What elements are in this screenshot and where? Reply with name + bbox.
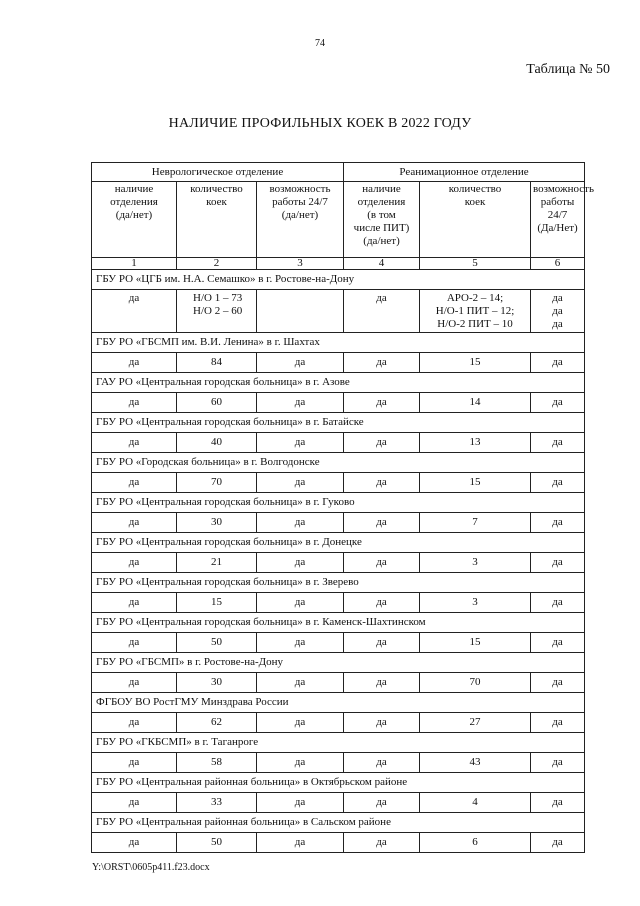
- table-cell: да: [531, 553, 585, 573]
- org-row: [92, 533, 585, 553]
- table-row: [92, 290, 585, 333]
- table-cell: да: [92, 393, 177, 413]
- table-cell: 30: [177, 513, 257, 533]
- table-cell: да: [92, 290, 177, 333]
- table-cell: 70: [177, 473, 257, 493]
- group-header-resuscitation: Реанимационное отделение: [344, 163, 585, 182]
- table-cell: да: [531, 833, 585, 853]
- table-cell: да: [344, 473, 420, 493]
- table-cell: 58: [177, 753, 257, 773]
- table-cell: 50: [177, 833, 257, 853]
- table-cell: да: [92, 753, 177, 773]
- table-row: [92, 833, 585, 853]
- group-header-neurology: Неврологическое отделение: [92, 163, 344, 182]
- org-name: ГБУ РО «Центральная городская больница» в г. Зверево: [92, 573, 585, 593]
- column-number: 4: [344, 258, 420, 270]
- org-row: [92, 773, 585, 793]
- table-cell: да: [531, 793, 585, 813]
- org-name: ГБУ РО «Центральная районная больница» в Сальском районе: [92, 813, 585, 833]
- table-cell: да: [531, 433, 585, 453]
- column-header: возможность работы 24/7 (да/нет): [257, 182, 344, 258]
- table-cell: 15: [420, 633, 531, 653]
- table-cell: да: [257, 633, 344, 653]
- org-row: [92, 373, 585, 393]
- table-cell: да: [344, 553, 420, 573]
- column-number: 3: [257, 258, 344, 270]
- table-cell: да: [257, 753, 344, 773]
- table-cell: да: [92, 553, 177, 573]
- table-cell: да: [92, 593, 177, 613]
- column-header: возможность работы 24/7 (Да/Нет): [531, 182, 585, 258]
- table-cell: 13: [420, 433, 531, 453]
- table-caption: Таблица № 50: [526, 62, 610, 77]
- table-cell: да: [531, 753, 585, 773]
- table-cell: да: [344, 673, 420, 693]
- table-cell: да: [344, 753, 420, 773]
- table-cell: 70: [420, 673, 531, 693]
- column-number: 5: [420, 258, 531, 270]
- table-cell: да: [531, 673, 585, 693]
- table-cell: да: [92, 433, 177, 453]
- table-cell: да: [257, 593, 344, 613]
- table-cell: да: [344, 353, 420, 373]
- table-cell: да да да: [531, 290, 585, 333]
- table-cell: да: [344, 513, 420, 533]
- table-cell: да: [92, 353, 177, 373]
- table-cell: да: [92, 833, 177, 853]
- table-cell: 3: [420, 593, 531, 613]
- table-cell: да: [344, 433, 420, 453]
- org-row: [92, 613, 585, 633]
- table-cell: да: [531, 633, 585, 653]
- org-row: [92, 413, 585, 433]
- table-cell: да: [531, 393, 585, 413]
- table-cell: да: [344, 633, 420, 653]
- table-cell: да: [257, 713, 344, 733]
- org-row: [92, 733, 585, 753]
- table-cell: 15: [420, 473, 531, 493]
- column-header: количество коек: [177, 182, 257, 258]
- org-name: ГБУ РО «ГБСМП им. В.И. Ленина» в г. Шахтах: [92, 333, 585, 353]
- table-cell: да: [257, 393, 344, 413]
- org-name: ГАУ РО «Центральная городская больница» в г. Азове: [92, 373, 585, 393]
- org-row: [92, 653, 585, 673]
- org-row: [92, 453, 585, 473]
- column-header: наличие отделения (да/нет): [92, 182, 177, 258]
- table-row: [92, 353, 585, 373]
- column-header: наличие отделения (в том числе ПИТ) (да/нет): [344, 182, 420, 258]
- table-cell: 21: [177, 553, 257, 573]
- table-cell: 43: [420, 753, 531, 773]
- table-cell: 7: [420, 513, 531, 533]
- org-name: ГБУ РО «Центральная городская больница» в г. Каменск-Шахтинском: [92, 613, 585, 633]
- table-cell: да: [257, 793, 344, 813]
- table-cell: 84: [177, 353, 257, 373]
- table-cell: 60: [177, 393, 257, 413]
- document-title: НАЛИЧИЕ ПРОФИЛЬНЫХ КОЕК В 2022 ГОДУ: [168, 116, 472, 131]
- table-cell: да: [531, 593, 585, 613]
- org-row: [92, 333, 585, 353]
- table-cell: 14: [420, 393, 531, 413]
- table-cell: да: [344, 833, 420, 853]
- table-cell: да: [531, 513, 585, 533]
- table-cell: Н/О 1 – 73 Н/О 2 – 60: [177, 290, 257, 333]
- table-row: [92, 433, 585, 453]
- org-row: [92, 693, 585, 713]
- table-cell: 40: [177, 433, 257, 453]
- table-cell: 27: [420, 713, 531, 733]
- column-number: 2: [177, 258, 257, 270]
- table-cell: 50: [177, 633, 257, 653]
- table-cell: да: [257, 473, 344, 493]
- table-cell: да: [257, 833, 344, 853]
- table-row: [92, 553, 585, 573]
- beds-table: [91, 162, 594, 853]
- table-row: [92, 473, 585, 493]
- table-cell: [257, 290, 344, 333]
- column-number-row: [92, 258, 585, 270]
- table-cell: 30: [177, 673, 257, 693]
- table-cell: да: [344, 593, 420, 613]
- org-row: [92, 573, 585, 593]
- table-cell: да: [344, 713, 420, 733]
- table-cell: 3: [420, 553, 531, 573]
- table-row: [92, 713, 585, 733]
- org-name: ГБУ РО «ГКБСМП» в г. Таганроге: [92, 733, 585, 753]
- column-number: 6: [531, 258, 585, 270]
- table-cell: да: [531, 713, 585, 733]
- table-cell: 15: [420, 353, 531, 373]
- table-cell: да: [92, 673, 177, 693]
- table-row: [92, 513, 585, 533]
- column-number: 1: [92, 258, 177, 270]
- table-cell: 33: [177, 793, 257, 813]
- org-row: [92, 813, 585, 833]
- table-cell: да: [344, 393, 420, 413]
- table-cell: да: [92, 713, 177, 733]
- org-name: ГБУ РО «Центральная городская больница» в г. Батайске: [92, 413, 585, 433]
- table-row: [92, 593, 585, 613]
- org-name: ГБУ РО «Центральная районная больница» в Октябрьском районе: [92, 773, 585, 793]
- table-cell: да: [92, 513, 177, 533]
- org-name: ГБУ РО «Городская больница» в г. Волгодонске: [92, 453, 585, 473]
- table-cell: да: [257, 673, 344, 693]
- org-row: [92, 493, 585, 513]
- table-cell: 15: [177, 593, 257, 613]
- table-cell: да: [92, 473, 177, 493]
- table-cell: АРО-2 – 14; Н/О-1 ПИТ – 12; Н/О-2 ПИТ – 10: [420, 290, 531, 333]
- org-name: ГБУ РО «ГБСМП» в г. Ростове-на-Дону: [92, 653, 585, 673]
- table-cell: да: [531, 353, 585, 373]
- table-row: [92, 793, 585, 813]
- table-cell: 6: [420, 833, 531, 853]
- table-cell: 62: [177, 713, 257, 733]
- group-header-row: [92, 163, 585, 182]
- table-cell: да: [257, 353, 344, 373]
- table-cell: да: [92, 633, 177, 653]
- org-name: ФГБОУ ВО РостГМУ Минздрава России: [92, 693, 585, 713]
- table-cell: да: [92, 793, 177, 813]
- page-number: 74: [315, 38, 325, 49]
- table-cell: да: [257, 553, 344, 573]
- table-cell: да: [257, 433, 344, 453]
- table-cell: да: [257, 513, 344, 533]
- table-row: [92, 633, 585, 653]
- table-cell: да: [344, 290, 420, 333]
- org-name: ГБУ РО «Центральная городская больница» в г. Донецке: [92, 533, 585, 553]
- column-header: количество коек: [420, 182, 531, 258]
- org-name: ГБУ РО «ЦГБ им. Н.А. Семашко» в г. Ростове-на-Дону: [92, 270, 585, 290]
- table-row: [92, 673, 585, 693]
- column-header-row: [92, 182, 585, 258]
- table-row: [92, 753, 585, 773]
- footer-file-path: Y:\ORST\0605p411.f23.docx: [92, 862, 210, 873]
- org-name: ГБУ РО «Центральная городская больница» в г. Гуково: [92, 493, 585, 513]
- table-cell: да: [344, 793, 420, 813]
- table-row: [92, 393, 585, 413]
- table-cell: 4: [420, 793, 531, 813]
- table-cell: да: [531, 473, 585, 493]
- org-row: [92, 270, 585, 290]
